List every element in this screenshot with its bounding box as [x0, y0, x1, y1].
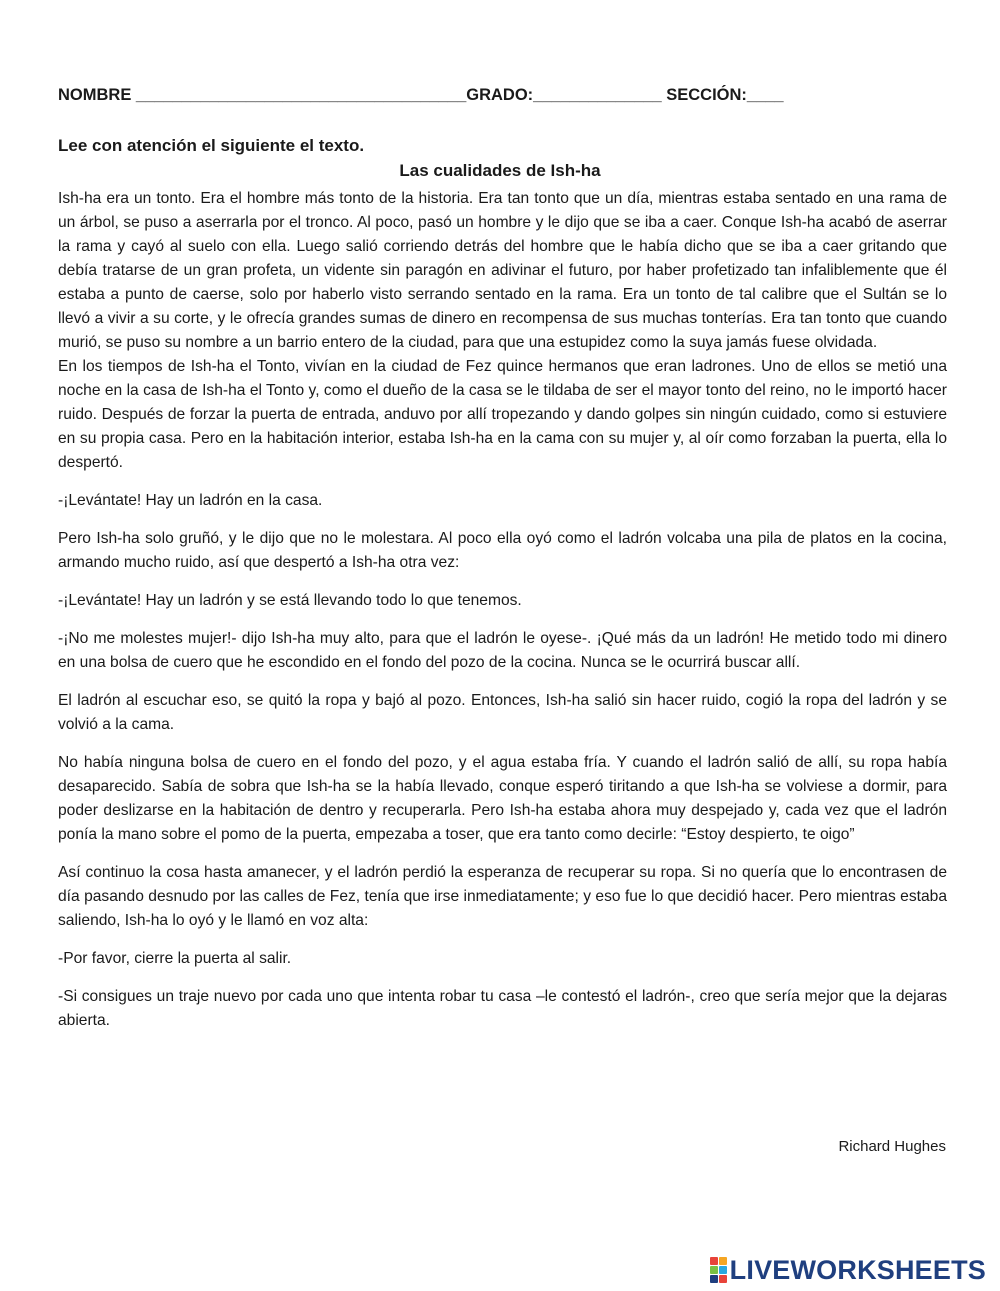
- story-body: [58, 187, 947, 1047]
- story-title: Las cualidades de Ish-ha: [399, 161, 601, 180]
- dialogue-line-1: -¡Levántate! Hay un ladrón en la casa.: [58, 492, 323, 509]
- liveworksheets-wordmark: LIVEWORKSHEETS: [729, 1255, 986, 1285]
- story-paragraph-1: Ish-ha era un tonto. Era el hombre más tonto de la historia. Era tan tonto que un día, mientras estaba sentado en una rama de un árbol, se puso a aserrarla por el tronco. Al poco, pasó un hombre y le dijo que se iba a caer. Conque Ish-ha acabó de aserrar la rama y cayó al suelo con ella. Luego salió corriendo detrás del hombre que le había dicho que se iba a caer gritando que debía tratarse de un gran profeta, un vidente sin paragón en adivinar el futuro, por haber profetizado tan infaliblemente que él estaba a punto de caerse, solo por haberlo visto serrando sentado en la rama. Era un tonto de tal calibre que el Sultán se lo llevó a vivir a su corte, y le ofrecía grandes sumas de dinero en recompensa de sus muchas tonterías. Era tan tonto que cuando murió, se puso su nombre a un barrio entero de la ciudad, para que una estupidez como la suya jamás fuese olvidada.: [58, 190, 947, 351]
- logo-square-icon: [710, 1257, 718, 1265]
- student-info-line: NOMBRE ____________________________________GRADO:______________ SECCIÓN:____: [58, 86, 784, 104]
- dialogue-line-3: -¡No me molestes mujer!- dijo Ish-ha muy alto, para que el ladrón le oyese-. ¡Qué más da un ladrón! He metido todo mi dinero en una bolsa de cuero que he escondido en el fondo del pozo de la cocina. Nunca se le ocurrirá buscar allí.: [58, 630, 947, 671]
- logo-square-icon: [719, 1266, 727, 1274]
- author-name: Richard Hughes: [838, 1138, 946, 1155]
- story-paragraph-3: Pero Ish-ha solo gruñó, y le dijo que no le molestara. Al poco ella oyó como el ladrón volcaba una pila de platos en la cocina, armando mucho ruido, así que despertó a Ish-ha otra vez:: [58, 530, 947, 571]
- story-paragraph-2: En los tiempos de Ish-ha el Tonto, vivían en la ciudad de Fez quince hermanos que eran ladrones. Uno de ellos se metió una noche en la casa de Ish-ha el Tonto y, como el dueño de la casa se le tildaba de ser el mayor tonto del reino, no le importó hacer ruido. Después de forzar la puerta de entrada, anduvo por allí tropezando y dando golpes sin ningún cuidado, como si estuviere en su propia casa. Pero en la habitación interior, estaba Ish-ha en la cama con su mujer y, al oír como forzaban la puerta, ella lo despertó.: [58, 358, 947, 471]
- dialogue-line-2: -¡Levántate! Hay un ladrón y se está llevando todo lo que tenemos.: [58, 592, 522, 609]
- dialogue-line-5: -Si consigues un traje nuevo por cada uno que intenta robar tu casa –le contestó el ladrón-, creo que sería mejor que la dejaras abierta.: [58, 988, 947, 1029]
- dialogue-line-4: -Por favor, cierre la puerta al salir.: [58, 950, 292, 967]
- story-paragraph-4: El ladrón al escuchar eso, se quitó la ropa y bajó al pozo. Entonces, Ish-ha salió sin hacer ruido, cogió la ropa del ladrón y se volvió a la cama.: [58, 692, 947, 733]
- logo-square-icon: [710, 1275, 718, 1283]
- story-paragraph-5: No había ninguna bolsa de cuero en el fondo del pozo, y el agua estaba fría. Y cuando el ladrón salió de allí, su ropa había desaparecido. Sabía de sobra que Ish-ha se la había llevado, conque esperó tiritando a que Ish-ha se volviese a dormir, para poder deslizarse en la habitación de dentro y recuperarla. Pero Ish-ha estaba ahora muy despejado y, cada vez que el ladrón ponía la mano sobre el pomo de la puerta, empezaba a toser, que era tanto como decirle: “Estoy despierto, te oigo”: [58, 754, 947, 843]
- logo-square-icon: [710, 1266, 718, 1274]
- logo-square-icon: [719, 1275, 727, 1283]
- liveworksheets-icon: [710, 1257, 727, 1283]
- liveworksheets-logo[interactable]: [710, 1256, 986, 1284]
- instruction-text: Lee con atención el siguiente el texto.: [58, 136, 365, 155]
- story-paragraph-6: Así continuo la cosa hasta amanecer, y el ladrón perdió la esperanza de recuperar su ropa. Si no quería que lo encontrasen de día pasando desnudo por las calles de Fez, tenía que irse inmediatamente; y eso fue lo que decidió hacer. Pero mientras estaba saliendo, Ish-ha lo oyó y le llamó en voz alta:: [58, 864, 947, 929]
- logo-square-icon: [719, 1257, 727, 1265]
